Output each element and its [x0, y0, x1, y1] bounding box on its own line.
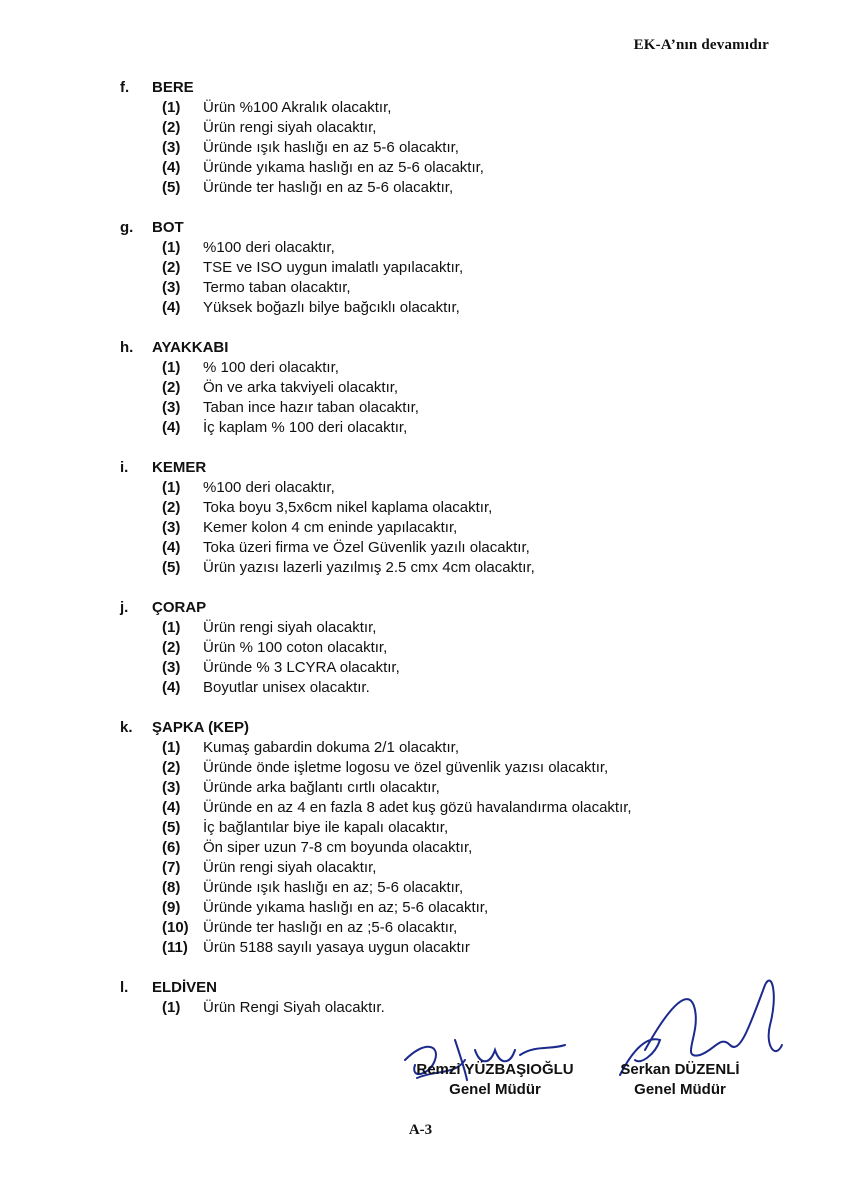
item-text: Ürün rengi siyah olacaktır, [203, 619, 377, 636]
list-item [162, 658, 800, 678]
item-text: Toka boyu 3,5x6cm nikel kaplama olacaktır, [203, 499, 493, 516]
item-number: (11) [162, 939, 188, 956]
item-number: (5) [162, 819, 181, 836]
section-heading [120, 338, 800, 358]
list-item [162, 498, 800, 518]
item-number: (3) [162, 399, 181, 416]
item-number: (3) [162, 659, 181, 676]
item-text: Ürün 5188 sayılı yasaya uygun olacaktır [203, 939, 470, 956]
section [120, 338, 800, 438]
item-text: Yüksek boğazlı bilye bağcıklı olacaktır, [203, 299, 460, 316]
list-item [162, 98, 800, 118]
list-item [162, 258, 800, 278]
item-text: % 100 deri olacaktır, [203, 359, 339, 376]
list-item [162, 758, 800, 778]
list-item [162, 998, 800, 1018]
continuation-note: EK-A’nın devamıdır [633, 37, 769, 53]
list-item [162, 398, 800, 418]
signatory-name: Serkan DÜZENLİ [620, 1061, 740, 1078]
section [120, 458, 800, 578]
signatory-title: Genel Müdür [449, 1081, 541, 1098]
item-number: (10) [162, 919, 189, 936]
list-item [162, 518, 800, 538]
item-text: Ürün rengi siyah olacaktır, [203, 119, 377, 136]
section-letter: l. [120, 979, 129, 996]
section-letter: j. [120, 599, 129, 616]
list-item [162, 238, 800, 258]
list-item [162, 838, 800, 858]
list-item [162, 178, 800, 198]
section-title: ÇORAP [152, 599, 207, 616]
item-number: (8) [162, 879, 181, 896]
item-text: Ürün %100 Akralık olacaktır, [203, 99, 392, 116]
list-item [162, 538, 800, 558]
section-letter: i. [120, 459, 129, 476]
list-item [162, 738, 800, 758]
item-number: (1) [162, 619, 181, 636]
item-list [162, 618, 800, 698]
item-number: (3) [162, 519, 181, 536]
page-number: A-3 [408, 1122, 433, 1138]
section [120, 978, 800, 1018]
item-number: (9) [162, 899, 181, 916]
section-title: ŞAPKA (KEP) [152, 719, 249, 736]
list-item [162, 778, 800, 798]
item-text: Termo taban olacaktır, [203, 279, 351, 296]
section [120, 218, 800, 318]
item-number: (1) [162, 239, 181, 256]
item-text: Ön siper uzun 7-8 cm boyunda olacaktır, [203, 839, 473, 856]
signatory-title: Genel Müdür [634, 1081, 726, 1098]
item-text: TSE ve ISO uygun imalatlı yapılacaktır, [203, 259, 464, 276]
item-text: Üründe yıkama haslığı en az; 5-6 olacaktır, [203, 899, 489, 916]
list-item [162, 798, 800, 818]
section-heading [120, 978, 800, 998]
item-number: (4) [162, 799, 181, 816]
item-text: %100 deri olacaktır, [203, 239, 335, 256]
item-text: Kumaş gabardin dokuma 2/1 olacaktır, [203, 739, 459, 756]
item-number: (2) [162, 259, 181, 276]
item-number: (2) [162, 759, 181, 776]
signature-block-yuzbasioglu [395, 1060, 595, 1100]
item-number: (2) [162, 639, 181, 656]
item-number: (4) [162, 159, 181, 176]
item-number: (1) [162, 99, 181, 116]
list-item [162, 278, 800, 298]
signatory-name: Remzi YÜZBAŞIOĞLU [416, 1061, 574, 1078]
item-list [162, 738, 800, 958]
item-number: (3) [162, 139, 181, 156]
list-item [162, 478, 800, 498]
section-letter: h. [120, 339, 134, 356]
item-list [162, 358, 800, 438]
section-heading [120, 78, 800, 98]
section-title: BOT [152, 219, 184, 236]
item-text: Kemer kolon 4 cm eninde yapılacaktır, [203, 519, 458, 536]
item-text: Ürün % 100 coton olacaktır, [203, 639, 388, 656]
list-item [162, 678, 800, 698]
item-number: (3) [162, 779, 181, 796]
item-list [162, 238, 800, 318]
section-title: AYAKKABI [152, 339, 229, 356]
item-text: Üründe ışık haslığı en az 5-6 olacaktır, [203, 139, 459, 156]
list-item [162, 138, 800, 158]
item-number: (3) [162, 279, 181, 296]
list-item [162, 358, 800, 378]
item-list [162, 98, 800, 198]
item-number: (5) [162, 559, 181, 576]
item-number: (7) [162, 859, 181, 876]
item-list [162, 478, 800, 578]
item-text: İç kaplam % 100 deri olacaktır, [203, 419, 408, 436]
list-item [162, 298, 800, 318]
section-letter: f. [120, 79, 130, 96]
list-item [162, 918, 800, 938]
item-number: (4) [162, 679, 181, 696]
list-item [162, 638, 800, 658]
list-item [162, 378, 800, 398]
section-heading [120, 218, 800, 238]
item-text: Boyutlar unisex olacaktır. [203, 679, 370, 696]
specification-sections [120, 78, 800, 1038]
item-number: (6) [162, 839, 181, 856]
item-text: Ürün Rengi Siyah olacaktır. [203, 999, 385, 1016]
list-item [162, 878, 800, 898]
item-text: Taban ince hazır taban olacaktır, [203, 399, 419, 416]
section-title: ELDİVEN [152, 979, 218, 996]
list-item [162, 858, 800, 878]
signatures-area [0, 1060, 841, 1110]
section-heading [120, 718, 800, 738]
section [120, 598, 800, 698]
section [120, 78, 800, 198]
list-item [162, 158, 800, 178]
section-letter: g. [120, 219, 134, 236]
item-number: (4) [162, 419, 181, 436]
item-number: (1) [162, 479, 181, 496]
list-item [162, 618, 800, 638]
item-text: %100 deri olacaktır, [203, 479, 335, 496]
item-text: İç bağlantılar biye ile kapalı olacaktır, [203, 819, 449, 836]
item-text: Üründe ışık haslığı en az; 5-6 olacaktır, [203, 879, 464, 896]
signature-block-duzenli [600, 1060, 760, 1100]
item-number: (4) [162, 539, 181, 556]
item-number: (2) [162, 379, 181, 396]
list-item [162, 898, 800, 918]
item-text: Üründe en az 4 en fazla 8 adet kuş gözü havalandırma olacaktır, [203, 799, 632, 816]
item-list [162, 998, 800, 1018]
item-number: (4) [162, 299, 181, 316]
section-heading [120, 598, 800, 618]
item-number: (1) [162, 999, 181, 1016]
item-text: Üründe önde işletme logosu ve özel güvenlik yazısı olacaktır, [203, 759, 609, 776]
list-item [162, 938, 800, 958]
section-title: BERE [152, 79, 194, 96]
item-text: Toka üzeri firma ve Özel Güvenlik yazılı olacaktır, [203, 539, 530, 556]
item-number: (1) [162, 359, 181, 376]
list-item [162, 418, 800, 438]
item-text: Ürün yazısı lazerli yazılmış 2.5 cmx 4cm olacaktır, [203, 559, 535, 576]
list-item [162, 818, 800, 838]
item-number: (2) [162, 119, 181, 136]
item-text: Üründe % 3 LCYRA olacaktır, [203, 659, 400, 676]
item-text: Üründe arka bağlantı cırtlı olacaktır, [203, 779, 440, 796]
list-item [162, 558, 800, 578]
item-number: (5) [162, 179, 181, 196]
item-text: Ürün rengi siyah olacaktır, [203, 859, 377, 876]
item-text: Üründe ter haslığı en az 5-6 olacaktır, [203, 179, 454, 196]
section-title: KEMER [152, 459, 207, 476]
item-number: (1) [162, 739, 181, 756]
item-text: Ön ve arka takviyeli olacaktır, [203, 379, 399, 396]
list-item [162, 118, 800, 138]
item-text: Üründe yıkama haslığı en az 5-6 olacaktır, [203, 159, 484, 176]
section-letter: k. [120, 719, 133, 736]
section [120, 718, 800, 958]
section-heading [120, 458, 800, 478]
item-number: (2) [162, 499, 181, 516]
item-text: Üründe ter haslığı en az ;5-6 olacaktır, [203, 919, 458, 936]
